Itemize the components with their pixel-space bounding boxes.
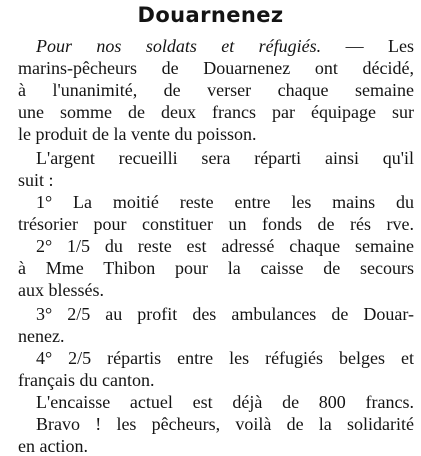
- article-line: suit :: [18, 170, 54, 190]
- article-line: [18, 35, 414, 57]
- article-line-text: — Les: [321, 36, 414, 56]
- article-line: une somme de deux francs par équipage sur: [18, 102, 414, 122]
- article-line: L'encaisse actuel est déjà de 800 francs.: [36, 392, 414, 412]
- article-line: trésorier pour constituer un fonds de rés rve.: [18, 214, 414, 234]
- article-line: Bravo ! les pêcheurs, voilà de la solidarité: [36, 414, 414, 434]
- article-line: 1° La moitié reste entre les mains du: [36, 192, 414, 212]
- article-line: 3° 2/5 au profit des ambulances de Douar-: [36, 304, 414, 324]
- article-line: 2° 1/5 du reste est adressé chaque semaine: [36, 236, 414, 256]
- article-line: français du canton.: [18, 370, 155, 390]
- article-line: le produit de la vente du poisson.: [18, 124, 257, 144]
- article-line: à Mme Thibon pour la caisse de secours: [18, 258, 414, 278]
- article-line: à l'unanimité, de verser chaque semaine: [18, 80, 414, 100]
- article-line: L'argent recueilli sera réparti ainsi qu'il: [36, 148, 414, 168]
- article-lead: Pour nos soldats et réfugiés.: [36, 36, 322, 56]
- article-line: aux blessés.: [18, 280, 104, 300]
- article-line: en action.: [18, 436, 88, 456]
- article-headline: Douarnenez: [137, 3, 284, 27]
- article-line: 4° 2/5 répartis entre les réfugiés belges et: [36, 348, 414, 368]
- article-line: nenez.: [18, 326, 65, 346]
- article-line: marins-pêcheurs de Douarnenez ont décidé,: [18, 58, 414, 78]
